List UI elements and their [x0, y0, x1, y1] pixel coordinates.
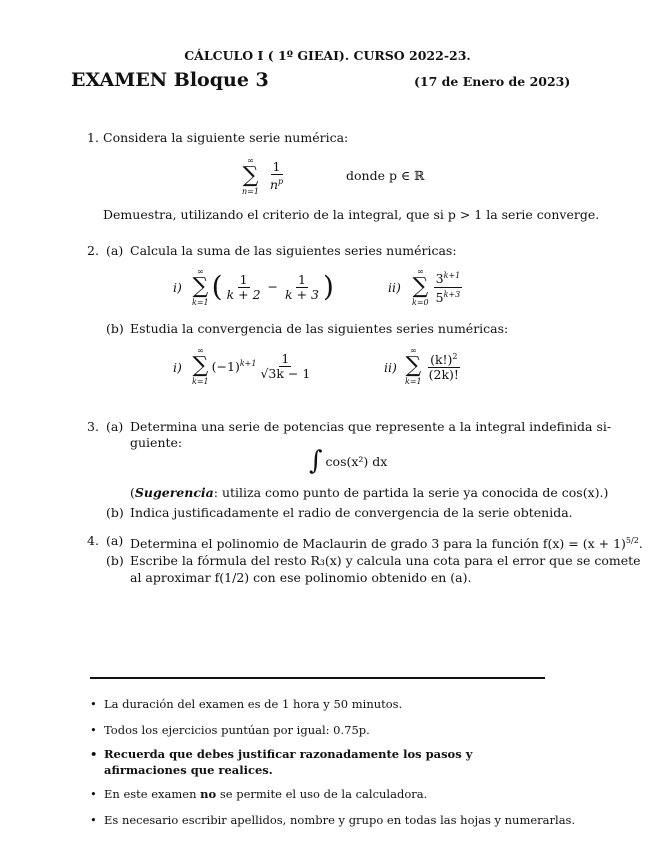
q4-number: 4. — [87, 533, 99, 548]
q4b-label: (b) — [106, 553, 124, 568]
q2b-i-label: i) — [173, 360, 182, 375]
q4a-text: Determina el polinomio de Maclaurin de grado 3 para la función $f(x) = (x + 1)^{5/2}$. — [130, 536, 643, 552]
q3b-text: Indica justificadamente el radio de convergencia de la serie obtenida. — [130, 505, 573, 520]
q2a-label: (a) — [106, 243, 124, 258]
q3-number: 3. — [87, 419, 99, 434]
q2a-ii-label: ii) — [388, 280, 401, 295]
q3-integral: ∫ cos(x²) dx — [309, 446, 388, 476]
q2b-i-series: ∞ ∑ k=1 $(-1)^{k+1}$ $\frac{1}{√3k - 1}$ — [192, 346, 311, 386]
q4a-label: (a) — [106, 533, 124, 548]
q2b-ii-series: ∞ ∑ k=1 $\frac{(k!)^2}{(2k)!}$ — [405, 346, 459, 386]
q2b-label: (b) — [106, 321, 124, 336]
q1-number: 1. — [87, 130, 99, 145]
q1-sum: ∞ ∑ n=1 — [242, 156, 259, 196]
q3a-line2: guiente: — [130, 435, 183, 450]
q2a-i-series: ∞ ∑ k=1 ( $\frac{1}{k + 2}$ − $\frac{1}{k + 3}$ ) — [192, 267, 334, 307]
q1-task: Demuestra, utilizando el criterio de la integral, que si p > 1 la serie converge. — [103, 207, 600, 222]
note-names: • Es necesario escribir apellidos, nombre y grupo en todas las hojas y numerarlas. — [104, 812, 575, 829]
q3a-label: (a) — [106, 419, 124, 434]
note-points: • Todos los ejercicios puntúan por igual: 0.75p. — [104, 722, 370, 739]
note-justify: • Recuerda que debes justificar razonadamente los pasos y afirmaciones que realices. — [104, 746, 559, 778]
q2-number: 2. — [87, 243, 99, 258]
q2a-ii-series: ∞ ∑ k=0 $\frac{3^{k+1}}{5^{k+3}}$ — [412, 267, 461, 307]
exam-date: (17 de Enero de 2023) — [414, 74, 571, 89]
q3a-line1: Determina una serie de potencias que represente a la integral indefinida si- — [130, 419, 612, 434]
q4b-line1: Escribe la fórmula del resto R₃(x) y calcula una cota para el error que se comete — [130, 553, 641, 568]
course-header: CÁLCULO I ( 1º GIEAI). CURSO 2022-23. — [184, 48, 471, 63]
note-calculator: • En este examen no se permite el uso de la calculadora. — [104, 786, 427, 803]
q1-series — [242, 156, 287, 196]
q2a-i-label: i) — [173, 280, 182, 295]
q1-intro: Considera la siguiente serie numérica: — [103, 130, 349, 145]
separator-rule — [90, 677, 545, 679]
q4b-line2: al aproximar f(1/2) con ese polinomio obtenido en (a). — [130, 570, 472, 585]
note-duration: • La duración del examen es de 1 hora y 50 minutos. — [104, 696, 402, 713]
q2a-text: Calcula la suma de las siguientes series numéricas: — [130, 243, 457, 258]
q3b-label: (b) — [106, 505, 124, 520]
q2b-text: Estudia la convergencia de las siguientes series numéricas: — [130, 321, 509, 336]
q3-hint: (Sugerencia: utiliza como punto de partida la serie ya conocida de cos(x).) — [130, 485, 609, 500]
q1-fraction: $\frac{1}{n^p}$ — [269, 158, 284, 193]
q1-where: donde p ∈ ℝ — [346, 168, 425, 183]
exam-title: EXAMEN Bloque 3 — [71, 69, 269, 91]
q2b-ii-label: ii) — [384, 360, 397, 375]
